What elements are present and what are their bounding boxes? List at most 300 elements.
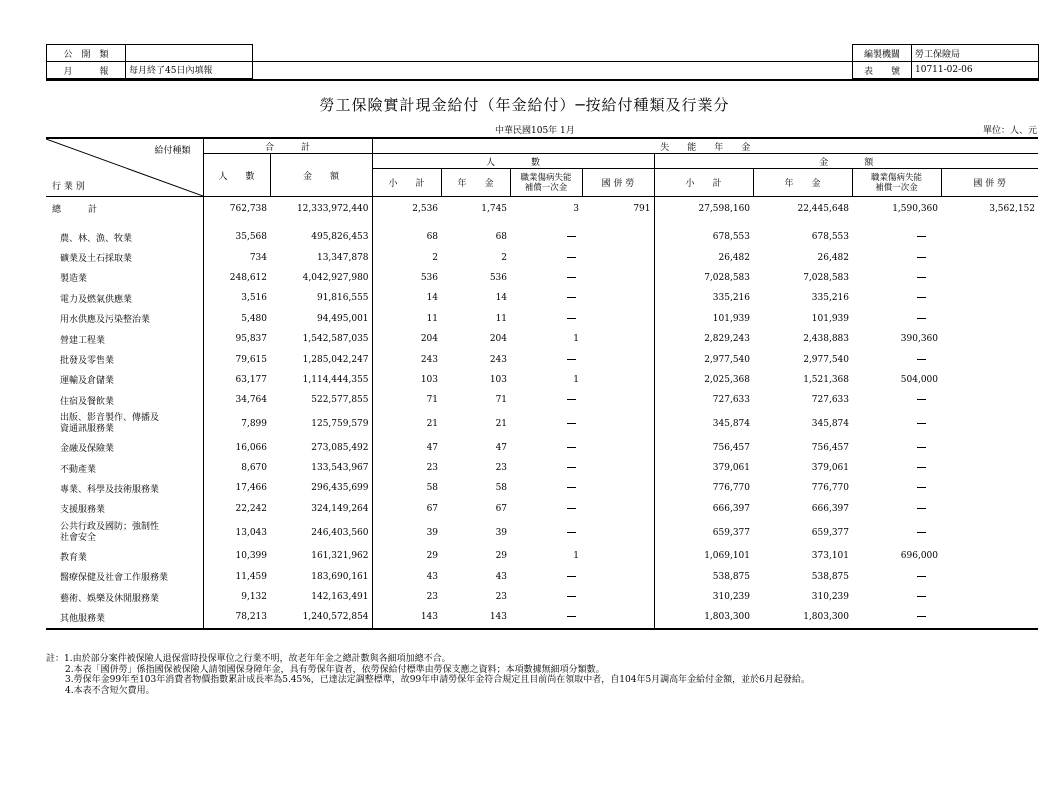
- cell-amt-nat: [941, 288, 1038, 308]
- cell-amt-ann: 7,028,583: [803, 272, 850, 283]
- industry-label: [46, 411, 203, 438]
- cell-nat: [582, 349, 654, 369]
- dash-mark: [917, 257, 926, 258]
- cell-amt-occ: 390,360: [900, 334, 939, 345]
- cell-amt-ann: 1,803,300: [753, 607, 852, 628]
- cell-amt-nat: [941, 587, 1038, 607]
- dash-mark: [917, 576, 926, 577]
- total-amt-occ: 1,590,360: [892, 203, 939, 214]
- industry-label: [46, 390, 203, 410]
- total-ann: 1,745: [481, 203, 508, 214]
- cell-amt-nat: [941, 546, 1038, 566]
- cell-sub: 23: [372, 587, 441, 607]
- cell-people: 3,516: [203, 288, 270, 308]
- cell-amt-occ: [852, 499, 941, 519]
- cell-amt-sub: 666,397: [654, 499, 753, 519]
- cell-people: 10,399: [203, 546, 270, 566]
- total-group-header: 合 計: [203, 138, 372, 154]
- cell-amt-ann: 101,939: [811, 313, 850, 324]
- cell-nat: [582, 247, 654, 267]
- cell-amount: 94,495,001: [316, 313, 369, 324]
- cell-amount: 273,085,492: [311, 442, 369, 453]
- cell-amt-nat: [941, 478, 1038, 498]
- cell-amt-ann: 335,216: [811, 293, 850, 304]
- header-rule: [46, 79, 1039, 81]
- header-frequency-label: 月 報: [47, 62, 126, 79]
- cell-amt-occ: [852, 478, 941, 498]
- industry-label-text: 公共行政及國防；強制性: [60, 521, 160, 532]
- cell-ann: 39: [495, 527, 508, 538]
- header-agency-label: 編製機關: [853, 45, 912, 62]
- cell-ann: 67: [495, 503, 508, 514]
- cell-amt-sub: 26,482: [654, 247, 753, 267]
- cell-amt-sub: 7,028,583: [654, 268, 753, 288]
- cell-nat: [582, 458, 654, 478]
- cell-amt-nat: [941, 458, 1038, 478]
- cell-ann: 243: [489, 354, 508, 365]
- cell-amt-ann: 379,061: [811, 463, 850, 474]
- note-3: 3.勞保年金99年至103年消費者物價指數累計成長率為5.45%，已達法定調整標準，故99年申請勞保年金符合規定且目前尚在領取中者，自104年5月調高年金給付金額，並於6月起發給。: [65, 675, 810, 685]
- industry-label-text: 出版、影音製作、傳播及: [60, 413, 160, 424]
- cell-amt-nat: [941, 370, 1038, 390]
- cell-ann: 43: [495, 571, 508, 582]
- cell-ann: 21: [495, 419, 508, 430]
- cell-amt-occ: [852, 349, 941, 369]
- cell-nat: [582, 268, 654, 288]
- cell-occ: [510, 458, 582, 478]
- dash-mark: [567, 297, 576, 298]
- dash-mark: [567, 616, 576, 617]
- table-row: [46, 478, 1038, 498]
- disability-group-header: 失 能 年 金: [372, 138, 1038, 154]
- table-row: [46, 247, 1038, 267]
- main-table: [46, 137, 1038, 630]
- cell-amt-sub: 678,553: [654, 227, 753, 247]
- cell-amt-ann: 727,633: [811, 395, 850, 406]
- note-1: 註：1.由於部分案件被保險人退保當時投保單位之行業不明，故老年年金之總計數與各細項加總不合。: [46, 654, 451, 664]
- cell-occ: [510, 309, 582, 329]
- industry-label-text: 農、林、漁、牧業: [60, 233, 133, 244]
- cell-sub: 39: [372, 519, 441, 546]
- industry-label-text: 製造業: [60, 274, 88, 285]
- note-2: 2.本表「國併勞」係指國保被保險人請領國保身障年金，具有勞保年資者，依勞保給付標準由勞保支應之資料；本項數據無細項分類數。: [65, 664, 605, 675]
- table-row: [46, 349, 1038, 369]
- cell-sub: 43: [372, 566, 441, 586]
- cell-amt-sub: 2,829,243: [654, 329, 753, 349]
- cell-occ: [510, 607, 582, 628]
- total-row: [46, 197, 1038, 221]
- total-amt-nat: 3,562,152: [989, 203, 1036, 214]
- table-row: [46, 227, 1038, 247]
- amount-occ-line2: 補償一次金: [875, 182, 918, 193]
- industry-label: [46, 349, 203, 369]
- industry-label-text: 住宿及餐飲業: [60, 396, 115, 407]
- cell-amt-ann: 666,397: [811, 503, 850, 514]
- industry-label: [46, 519, 203, 546]
- dash-mark: [917, 532, 926, 533]
- industry-label: [46, 247, 203, 267]
- industry-label-text: 藝術、娛樂及休閒服務業: [60, 593, 160, 604]
- table-row: [46, 438, 1038, 458]
- cell-ann: 23: [495, 592, 508, 603]
- industry-label-text: 電力及燃氣供應業: [60, 294, 133, 305]
- header-frequency-value: 每月終了45日內填報: [126, 62, 253, 79]
- cell-nat: [582, 309, 654, 329]
- industry-label: [46, 309, 203, 329]
- cell-sub: 243: [372, 349, 441, 369]
- cell-amt-nat: [941, 309, 1038, 329]
- cell-amt-nat: [941, 438, 1038, 458]
- cell-amt-occ: [852, 390, 941, 410]
- cell-sub: 68: [372, 227, 441, 247]
- cell-people: 8,670: [203, 458, 270, 478]
- dash-mark: [917, 447, 926, 448]
- cell-people: 5,480: [203, 309, 270, 329]
- table-row: [46, 288, 1038, 308]
- table-row: [46, 411, 1038, 438]
- total-amt-sub: 27,598,160: [654, 197, 753, 221]
- table-row: [46, 566, 1038, 586]
- notes: [46, 654, 810, 696]
- total-occ: 3: [573, 203, 580, 214]
- industry-label: [46, 370, 203, 390]
- note-4: 4.本表不含短欠費用。: [65, 685, 155, 696]
- unit-label: 單位：人、元: [982, 126, 1037, 136]
- industry-label: [46, 546, 203, 566]
- cell-amount: 324,149,264: [311, 503, 369, 514]
- cell-people: 734: [203, 247, 270, 267]
- cell-people: 17,466: [203, 478, 270, 498]
- cell-people: 9,132: [203, 587, 270, 607]
- cell-amt-occ: [852, 438, 941, 458]
- report-date: 中華民國105年 1月: [495, 126, 575, 136]
- cell-amount: 246,403,560: [311, 527, 369, 538]
- industry-label-text: 金融及保險業: [60, 444, 115, 455]
- dash-mark: [917, 236, 926, 237]
- cell-ann: 204: [489, 334, 508, 345]
- industry-label-text-2: 資通訊服務業: [60, 424, 115, 435]
- cell-ann: 71: [495, 395, 508, 406]
- cell-amt-occ: [852, 268, 941, 288]
- industry-label-text: 專業、科學及技術服務業: [60, 484, 160, 495]
- cell-amt-sub: 345,874: [654, 411, 753, 438]
- cell-amt-occ: [852, 587, 941, 607]
- cell-amt-sub: 659,377: [654, 519, 753, 546]
- cell-amt-nat: [941, 227, 1038, 247]
- cell-amt-occ: [852, 607, 941, 628]
- cell-sub: 14: [372, 288, 441, 308]
- cell-amt-ann: 538,875: [811, 571, 850, 582]
- cell-ann: 2: [501, 252, 508, 263]
- table-row: [46, 499, 1038, 519]
- cell-people: 78,213: [203, 607, 270, 628]
- industry-label-text: 營建工程業: [60, 335, 106, 346]
- cell-nat: [582, 546, 654, 566]
- cell-amount: 91,816,555: [316, 293, 369, 304]
- dash-mark: [567, 447, 576, 448]
- dash-mark: [917, 596, 926, 597]
- people-occ-line1: 職業傷病失能: [520, 172, 572, 183]
- industry-label: [46, 329, 203, 349]
- cell-people: 11,459: [203, 566, 270, 586]
- dash-mark: [567, 318, 576, 319]
- cell-amt-ann: 2,977,540: [803, 354, 850, 365]
- cell-nat: [582, 390, 654, 410]
- cell-occ: [510, 227, 582, 247]
- cell-people: 13,043: [203, 519, 270, 546]
- cell-amt-occ: 504,000: [900, 374, 939, 385]
- cell-amt-ann: 2,438,883: [803, 334, 850, 345]
- dash-mark: [567, 423, 576, 424]
- cell-amt-occ: [852, 566, 941, 586]
- cell-nat: [582, 607, 654, 628]
- cell-amt-sub: 379,061: [654, 458, 753, 478]
- cell-ann: 23: [495, 463, 508, 474]
- cell-amt-sub: 310,239: [654, 587, 753, 607]
- cell-amt-occ: [852, 519, 941, 546]
- dash-mark: [567, 487, 576, 488]
- cell-amt-sub: 1,803,300: [654, 607, 753, 628]
- dash-mark: [917, 487, 926, 488]
- cell-occ: [510, 268, 582, 288]
- dash-mark: [917, 423, 926, 424]
- industry-label: [46, 587, 203, 607]
- dash-mark: [917, 297, 926, 298]
- cell-amt-sub: 1,069,101: [654, 546, 753, 566]
- cell-occ: [510, 499, 582, 519]
- cell-nat: [582, 519, 654, 546]
- cell-nat: [582, 587, 654, 607]
- cell-amt-sub: 538,875: [654, 566, 753, 586]
- industry-label-text: 批發及零售業: [60, 356, 115, 367]
- total-people-header: 人 數: [203, 154, 270, 197]
- cell-ann: 14: [495, 293, 508, 304]
- dash-mark: [917, 399, 926, 400]
- cell-nat: [582, 478, 654, 498]
- dash-mark: [567, 576, 576, 577]
- cell-amount: 183,690,161: [311, 571, 369, 582]
- cell-occ: 1: [573, 334, 580, 345]
- dash-mark: [567, 236, 576, 237]
- cell-ann: 103: [489, 374, 508, 385]
- industry-label-text: 用水供應及污染整治業: [60, 315, 151, 326]
- cell-amt-nat: [941, 329, 1038, 349]
- cell-sub: 47: [372, 438, 441, 458]
- table-row: [46, 268, 1038, 288]
- industry-label: [46, 478, 203, 498]
- cell-amount: 296,435,699: [311, 483, 369, 494]
- cell-amount: 142,163,491: [311, 592, 369, 603]
- industry-label-text: 礦業及土石採取業: [60, 254, 133, 265]
- cell-amount: 133,543,967: [311, 463, 369, 474]
- dash-mark: [917, 318, 926, 319]
- cell-sub: 71: [372, 390, 441, 410]
- header-form-value: 10711-02-06: [912, 62, 1039, 79]
- cell-ann: 143: [441, 607, 510, 628]
- cell-nat: [582, 370, 654, 390]
- cell-amount: 1,114,444,355: [302, 374, 369, 385]
- industry-label: [46, 499, 203, 519]
- cell-amt-ann: 678,553: [811, 232, 850, 243]
- cell-people: 34,764: [203, 390, 270, 410]
- table-row: [46, 309, 1038, 329]
- cell-amt-occ: [852, 288, 941, 308]
- amount-annuity-header: 年 金: [753, 169, 852, 197]
- total-amt-ann: 22,445,648: [797, 203, 850, 214]
- dash-mark: [567, 257, 576, 258]
- cell-amt-sub: 727,633: [654, 390, 753, 410]
- cell-nat: [582, 566, 654, 586]
- people-group-header: 人 數: [372, 154, 654, 169]
- cell-amt-ann: 1,521,368: [803, 374, 850, 385]
- people-national-header: 國 併 勞: [582, 169, 654, 197]
- amount-subtotal-header: 小 計: [654, 169, 753, 197]
- cell-amount: 522,577,855: [311, 395, 369, 406]
- industry-label: [46, 268, 203, 288]
- cell-amt-sub: 756,457: [654, 438, 753, 458]
- cell-occ: [510, 247, 582, 267]
- corner-top-label: 給付種類: [154, 146, 191, 156]
- table-row: [46, 458, 1038, 478]
- header-right-box: [852, 44, 1039, 79]
- total-people: 762,738: [203, 197, 270, 221]
- amount-occupational-header: [852, 169, 941, 197]
- cell-nat: [582, 411, 654, 438]
- cell-ann: 68: [495, 232, 508, 243]
- cell-sub: 11: [372, 309, 441, 329]
- cell-amount: 1,240,572,854: [270, 607, 372, 628]
- cell-amt-nat: [941, 411, 1038, 438]
- dash-mark: [917, 277, 926, 278]
- cell-nat: [582, 227, 654, 247]
- amount-national-header: 國 併 勞: [941, 169, 1038, 197]
- dash-mark: [567, 399, 576, 400]
- cell-people: 7,899: [203, 411, 270, 438]
- cell-people: 35,568: [203, 227, 270, 247]
- people-subtotal-header: 小 計: [372, 169, 441, 197]
- table-row: [46, 607, 1038, 628]
- cell-amt-nat: [941, 349, 1038, 369]
- total-nat: 791: [633, 203, 651, 214]
- page-title: 勞工保險實計現金給付（年金給付）─按給付種類及行業分: [319, 96, 730, 114]
- cell-occ: [510, 566, 582, 586]
- cell-amt-ann: 756,457: [811, 442, 850, 453]
- cell-amount: 1,542,587,035: [302, 334, 369, 345]
- cell-amt-nat: [941, 268, 1038, 288]
- industry-label-text: 運輸及倉儲業: [60, 376, 115, 387]
- cell-nat: [582, 499, 654, 519]
- cell-amt-sub: 101,939: [654, 309, 753, 329]
- cell-amt-nat: [941, 566, 1038, 586]
- cell-sub: 29: [372, 546, 441, 566]
- cell-occ: [510, 288, 582, 308]
- cell-sub: 21: [372, 411, 441, 438]
- people-occupational-header: [510, 169, 582, 197]
- cell-occ: [510, 519, 582, 546]
- cell-ann: 11: [495, 313, 508, 324]
- cell-amount: 125,759,579: [311, 419, 369, 430]
- cell-amt-ann: 373,101: [811, 551, 850, 562]
- cell-amt-ann: 26,482: [817, 252, 850, 263]
- cell-nat: [582, 329, 654, 349]
- industry-label: [46, 288, 203, 308]
- cell-people: 248,612: [203, 268, 270, 288]
- cell-occ: [510, 390, 582, 410]
- dash-mark: [567, 532, 576, 533]
- cell-occ: 1: [573, 551, 580, 562]
- cell-people: 16,066: [203, 438, 270, 458]
- header-class-label: 公 開 類: [47, 45, 126, 62]
- cell-amount: 1,285,042,247: [302, 354, 369, 365]
- cell-occ: [510, 349, 582, 369]
- cell-amt-occ: [852, 247, 941, 267]
- table-row: [46, 329, 1038, 349]
- cell-sub: 67: [372, 499, 441, 519]
- cell-amt-sub: 335,216: [654, 288, 753, 308]
- total-amount-header: 金 額: [270, 154, 372, 197]
- cell-amt-ann: 345,874: [811, 419, 850, 430]
- industry-label-text-2: 社會安全: [60, 532, 97, 543]
- cell-amt-sub: 776,770: [654, 478, 753, 498]
- header-form-label: 表 號: [853, 62, 912, 79]
- industry-label: [46, 227, 203, 247]
- cell-amt-nat: [941, 247, 1038, 267]
- cell-amount: 495,826,453: [311, 232, 369, 243]
- industry-label: [46, 566, 203, 586]
- industry-label-text: 不動產業: [60, 464, 97, 475]
- cell-amt-occ: [852, 411, 941, 438]
- header-agency-value: 勞工保險局: [912, 45, 1039, 62]
- cell-amount: 161,321,962: [311, 551, 369, 562]
- cell-people: 79,615: [203, 349, 270, 369]
- industry-label-text: 其他服務業: [60, 613, 106, 624]
- cell-amount: 13,347,878: [316, 252, 369, 263]
- cell-amt-occ: [852, 458, 941, 478]
- cell-occ: 1: [573, 374, 580, 385]
- cell-amt-ann: 310,239: [811, 592, 850, 603]
- total-sub: 2,536: [372, 197, 441, 221]
- dash-mark: [917, 508, 926, 509]
- cell-amt-nat: [941, 607, 1038, 628]
- cell-ann: 536: [489, 272, 508, 283]
- cell-amt-ann: 776,770: [811, 483, 850, 494]
- industry-label-text: 支援服務業: [60, 505, 106, 516]
- corner-header: [46, 138, 203, 197]
- cell-amt-occ: 696,000: [900, 551, 939, 562]
- industry-label: [46, 438, 203, 458]
- cell-sub: 204: [372, 329, 441, 349]
- industry-label: [46, 607, 203, 628]
- cell-amt-occ: [852, 227, 941, 247]
- dash-mark: [917, 616, 926, 617]
- cell-nat: [582, 288, 654, 308]
- cell-sub: 23: [372, 458, 441, 478]
- amount-occ-line1: 職業傷病失能: [871, 172, 923, 183]
- industry-label-text: 教育業: [60, 552, 88, 563]
- industry-label-text: 醫療保健及社會工作服務業: [60, 573, 169, 584]
- people-annuity-header: 年 金: [441, 169, 510, 197]
- table-row: [46, 390, 1038, 410]
- amount-group-header: 金 額: [654, 154, 1038, 169]
- cell-sub: 536: [372, 268, 441, 288]
- table-row: [46, 519, 1038, 546]
- cell-sub: 58: [372, 478, 441, 498]
- cell-occ: [510, 438, 582, 458]
- industry-label: [46, 458, 203, 478]
- dash-mark: [567, 277, 576, 278]
- cell-occ: [510, 411, 582, 438]
- table-row: [46, 587, 1038, 607]
